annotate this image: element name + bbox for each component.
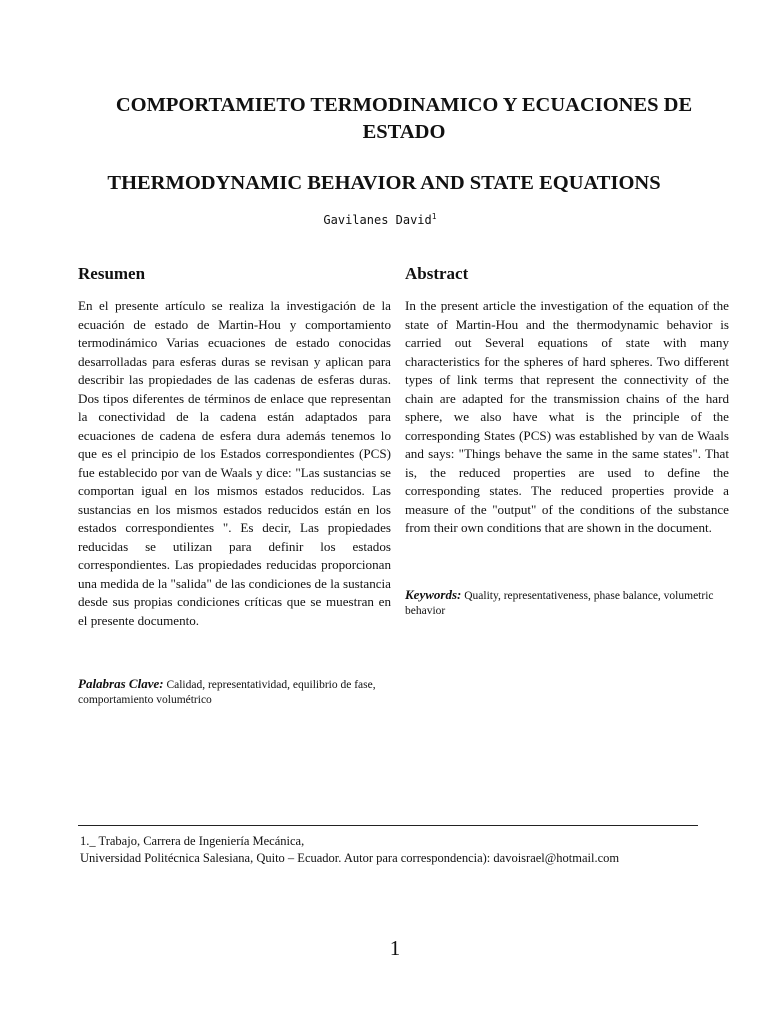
title-spanish: COMPORTAMIETO TERMODINAMICO Y ECUACIONES DE ESTADO — [115, 94, 693, 143]
resumen-heading: Resumen — [78, 264, 146, 283]
footnote-line-1: 1._ Trabajo, Carrera de Ingeniería Mecánica, — [80, 834, 305, 848]
palabras-clave-text: Calidad, representatividad, equilibrio de fase, comportamiento volumétrico — [78, 679, 376, 706]
keywords-label: Keywords: — [405, 587, 462, 602]
footnote-divider — [78, 825, 698, 826]
footnote — [80, 833, 720, 867]
palabras-clave-label: Palabras Clave: — [78, 676, 164, 691]
abstract-heading: Abstract — [405, 264, 469, 283]
author-line — [300, 212, 460, 227]
author-footnote-mark: 1 — [431, 212, 437, 221]
page-number: 1 — [389, 936, 401, 960]
resumen-keywords — [78, 676, 393, 708]
keywords-text: Quality, representativeness, phase balance, volumetric behavior — [405, 590, 714, 617]
resumen-body: En el presente artículo se realiza la investigación de la ecuación de estado de Martin-Hou y comportamiento termodinámico Varias ecuaciones de estado conocidas desarrolladas para esferas duras se revisan y aplican para describir las propiedades de las cadenas de esferas duras. Dos tipos diferentes de términos de enlace que representan la conectividad de la cadena están adaptados para ecuaciones de cadena de esfera dura además tenemos lo que es el principio de los Estados correspondientes (PCS) fue establecido por van de Waals y dice: "Las sustancias se comportan igual en los mismos estados reducidos. Las sustancias en los mismos estados reducidos están en los estados correspondientes ". Es decir, Las propiedades reducidas se utilizan para definir los estados correspondientes. Las propiedades reducidas proporcionan una medida de la "salida" de las condiciones de la sustancia desde sus propias condiciones críticas que se muestran en el presente documento. — [78, 298, 391, 628]
abstract-keywords — [405, 587, 729, 619]
author-name: Gavilanes David — [323, 213, 432, 227]
title-english: THERMODYNAMIC BEHAVIOR AND STATE EQUATIONS — [107, 172, 661, 194]
footnote-line-2: Universidad Politécnica Salesiana, Quito – Ecuador. Autor para correspondencia): davoisrael@hotmail.com — [80, 851, 620, 865]
abstract-body: In the present article the investigation of the equation of the state of Martin-Hou and the thermodynamic behavior is carried out Several equations of state with many characteristics for the spheres of hard spheres. Two different types of link terms that represent the connectivity of the chain are adapted for the transmission chains of the hard sphere, we also have what is the principle of the corresponding States (PCS) was established by van de Waals and says: "Things behave the same in the same states". That is, the reduced properties are used to define the corresponding states. The reduced properties provide a measure of the "output" of the conditions of the substance from their own conditions that are shown in the document. — [405, 298, 729, 535]
